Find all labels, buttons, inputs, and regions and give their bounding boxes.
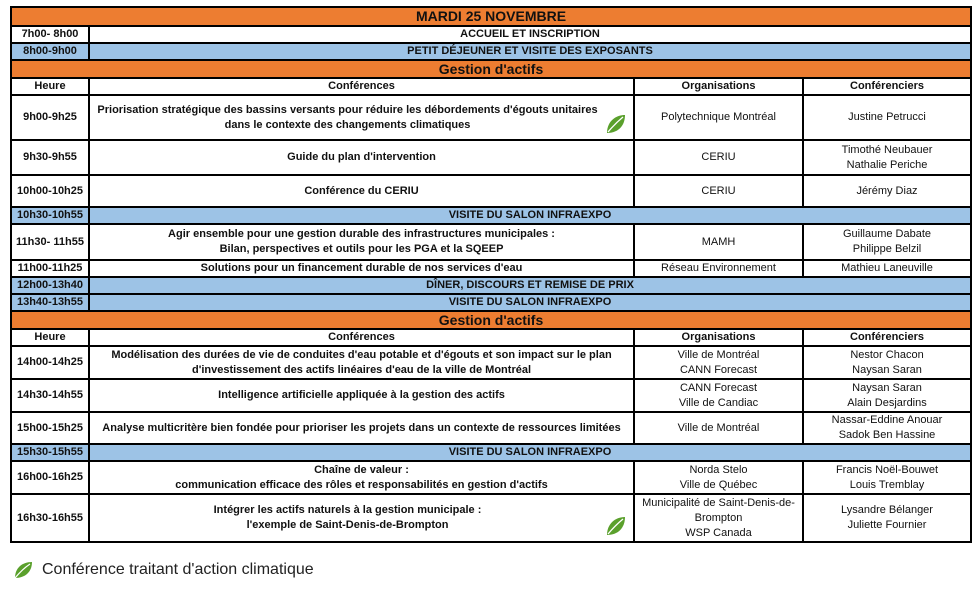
section-header [11,60,971,78]
organisation-cell: Polytechnique Montréal [634,95,803,140]
leaf-icon [605,515,627,537]
time-cell: 11h00-11h25 [11,260,89,277]
speakers-cell: Nestor Chacon Naysan Saran [803,346,971,379]
session-row [11,224,971,260]
organisation-cell: Ville de Montréal CANN Forecast [634,346,803,379]
break-label: VISITE DU SALON INFRAEXPO [89,294,971,311]
legend-label: Conférence traitant d'action climatique [42,561,314,578]
session-row [11,175,971,207]
conference-title: Solutions pour un financement durable de nos services d'eau [89,260,634,277]
session-row [11,260,971,277]
conference-title: Priorisation stratégique des bassins versants pour réduire les débordements d'égouts unitaires dans le contexte des changements climatiques [89,95,634,140]
header-conferenciers: Conférenciers [803,78,971,95]
break-row [11,43,971,60]
day-title: MARDI 25 NOVEMBRE [11,7,971,26]
column-header-row [11,78,971,95]
session-row [11,412,971,444]
conference-title: Intégrer les actifs naturels à la gestion municipale : l'exemple de Saint-Denis-de-Brompton [89,494,634,542]
time-cell: 9h00-9h25 [11,95,89,140]
time-cell: 15h00-15h25 [11,412,89,444]
column-header-row [11,329,971,346]
break-label: VISITE DU SALON INFRAEXPO [89,207,971,224]
speakers-cell: Nassar-Eddine Anouar Sadok Ben Hassine [803,412,971,444]
header-conferenciers: Conférenciers [803,329,971,346]
break-row [11,444,971,461]
conference-title: Intelligence artificielle appliquée à la gestion des actifs [89,379,634,412]
time-cell: 13h40-13h55 [11,294,89,311]
organisation-cell: Ville de Montréal [634,412,803,444]
time-cell: 14h00-14h25 [11,346,89,379]
break-label: VISITE DU SALON INFRAEXPO [89,444,971,461]
section-title: Gestion d'actifs [11,60,971,78]
header-heure: Heure [11,78,89,95]
organisation-cell: Réseau Environnement [634,260,803,277]
break-label: PETIT DÉJEUNER ET VISITE DES EXPOSANTS [89,43,971,60]
conference-title: Conférence du CERIU [89,175,634,207]
session-row [11,379,971,412]
organisation-cell: CERIU [634,140,803,175]
break-row [11,207,971,224]
session-row [11,494,971,542]
speakers-cell: Justine Petrucci [803,95,971,140]
time-cell: 9h30-9h55 [11,140,89,175]
speakers-cell: Guillaume Dabate Philippe Belzil [803,224,971,260]
time-cell: 8h00-9h00 [11,43,89,60]
speakers-cell: Mathieu Laneuville [803,260,971,277]
time-cell: 16h00-16h25 [11,461,89,494]
header-conferences: Conférences [89,329,634,346]
time-cell: 10h30-10h55 [11,207,89,224]
conference-title: Agir ensemble pour une gestion durable des infrastructures municipales : Bilan, perspectives et outils pour les PGA et la SQEEP [89,224,634,260]
conference-title: Guide du plan d'intervention [89,140,634,175]
section-title: Gestion d'actifs [11,311,971,329]
time-cell: 15h30-15h55 [11,444,89,461]
speakers-cell: Timothé Neubauer Nathalie Periche [803,140,971,175]
schedule-table [10,6,972,543]
speakers-cell: Francis Noël-Bouwet Louis Tremblay [803,461,971,494]
conference-title: Analyse multicritère bien fondée pour prioriser les projets dans un contexte de ressources limitées [89,412,634,444]
organisation-cell: MAMH [634,224,803,260]
time-cell: 14h30-14h55 [11,379,89,412]
conference-title: Modélisation des durées de vie de conduites d'eau potable et d'égouts et son impact sur le plan d'investissement des actifs linéaires d'eau de la ville de Montréal [89,346,634,379]
break-label: DÎNER, DISCOURS ET REMISE DE PRIX [89,277,971,294]
leaf-icon [605,113,627,135]
speakers-cell: Naysan Saran Alain Desjardins [803,379,971,412]
time-cell: 10h00-10h25 [11,175,89,207]
organisation-cell: Municipalité de Saint-Denis-de-Brompton WSP Canada [634,494,803,542]
time-cell: 7h00- 8h00 [11,26,89,43]
break-row [11,26,971,43]
header-heure: Heure [11,329,89,346]
break-label: ACCUEIL ET INSCRIPTION [89,26,971,43]
time-cell: 12h00-13h40 [11,277,89,294]
organisation-cell: CERIU [634,175,803,207]
session-row [11,140,971,175]
conference-title: Chaîne de valeur : communication efficace des rôles et responsabilités en gestion d'actifs [89,461,634,494]
header-organisations: Organisations [634,78,803,95]
header-conferences: Conférences [89,78,634,95]
organisation-cell: CANN Forecast Ville de Candiac [634,379,803,412]
session-row [11,461,971,494]
break-row [11,294,971,311]
time-cell: 16h30-16h55 [11,494,89,542]
speakers-cell: Lysandre Bélanger Juliette Fournier [803,494,971,542]
leaf-icon [12,560,34,580]
break-row [11,277,971,294]
speakers-cell: Jérémy Diaz [803,175,971,207]
time-cell: 11h30- 11h55 [11,224,89,260]
header-organisations: Organisations [634,329,803,346]
legend [12,560,314,580]
title-row [11,7,971,26]
session-row [11,95,971,140]
session-row [11,346,971,379]
section-header [11,311,971,329]
organisation-cell: Norda Stelo Ville de Québec [634,461,803,494]
